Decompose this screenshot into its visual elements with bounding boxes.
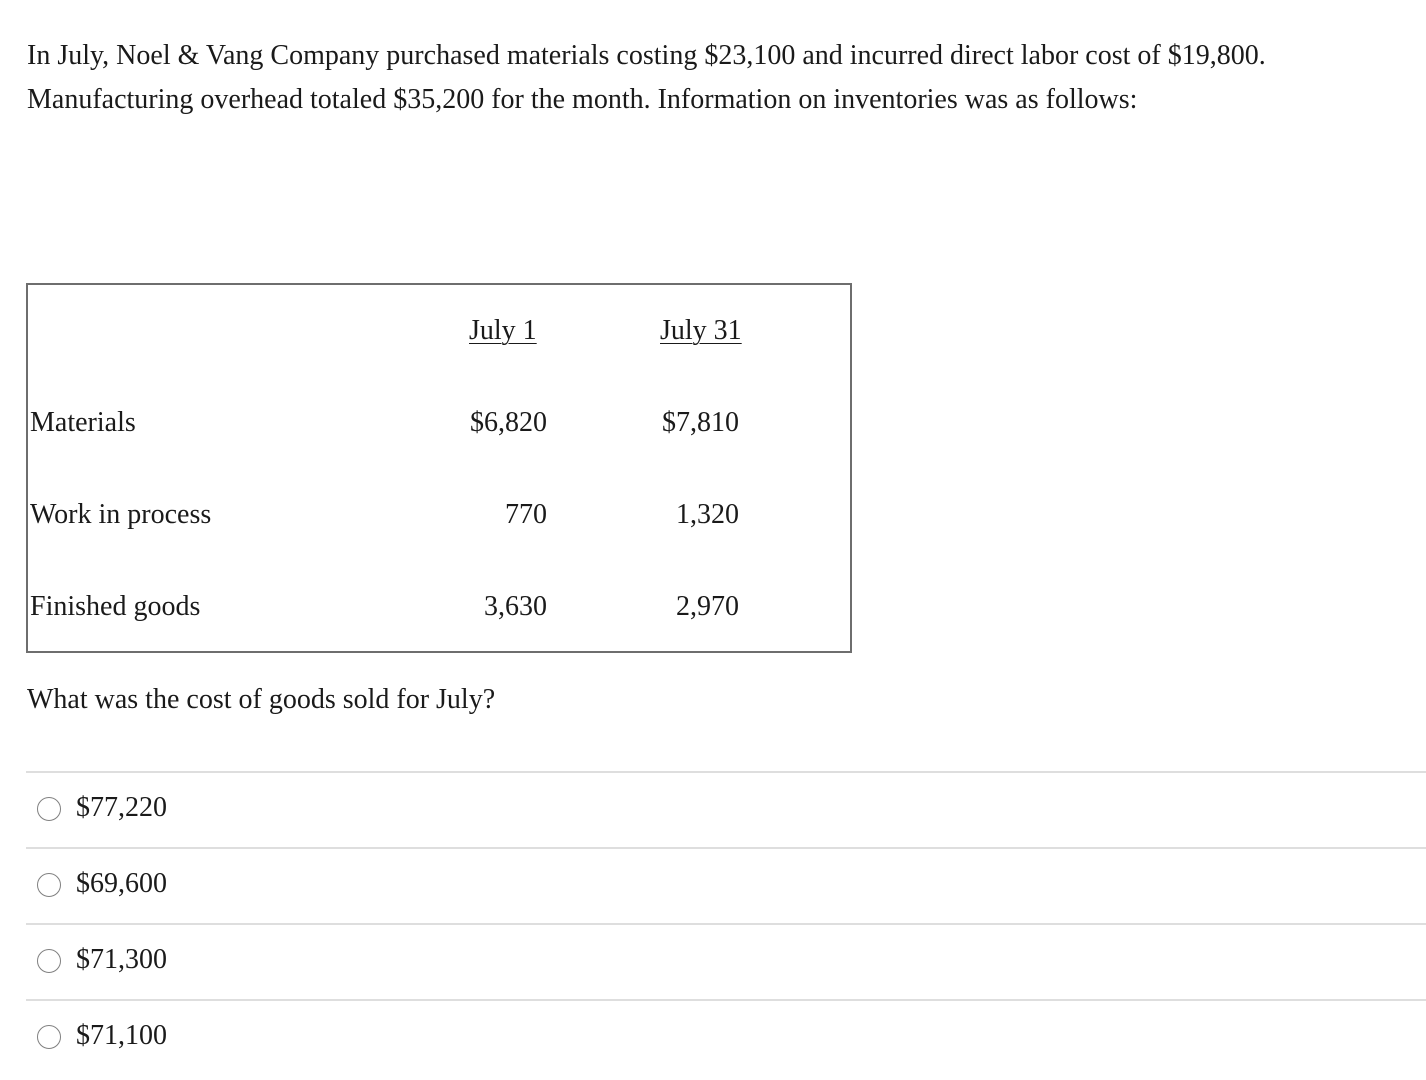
question-line-2: Manufacturing overhead totaled $35,200 for the month. Information on inventories was as follows: xyxy=(27,84,1138,115)
row-label-finished-goods: Finished goods xyxy=(30,591,201,622)
cell-work-in-process-july-31: 1,320 xyxy=(676,499,739,530)
cell-materials-july-1: $6,820 xyxy=(470,407,547,438)
answer-choice[interactable] xyxy=(26,999,1426,1076)
cell-work-in-process-july-1: 770 xyxy=(505,499,547,530)
answer-choice[interactable] xyxy=(26,847,1426,923)
row-label-materials: Materials xyxy=(30,407,136,438)
answer-choice-label: $71,300 xyxy=(76,944,167,975)
answer-choice-label: $71,100 xyxy=(76,1020,167,1051)
radio-button[interactable] xyxy=(37,797,61,821)
question-prompt: What was the cost of goods sold for July? xyxy=(27,684,496,715)
inventory-table xyxy=(26,283,852,653)
row-label-work-in-process: Work in process xyxy=(30,499,212,530)
radio-button[interactable] xyxy=(37,1025,61,1049)
radio-button[interactable] xyxy=(37,873,61,897)
question-line-1: In July, Noel & Vang Company purchased materials costing $23,100 and incurred direct labor cost of $19,800. xyxy=(27,40,1266,71)
cell-materials-july-31: $7,810 xyxy=(662,407,739,438)
radio-button[interactable] xyxy=(37,949,61,973)
column-header-july-1: July 1 xyxy=(469,315,537,346)
cell-finished-goods-july-31: 2,970 xyxy=(676,591,739,622)
answer-choice[interactable] xyxy=(26,771,1426,847)
question-text xyxy=(27,34,1407,122)
cell-finished-goods-july-1: 3,630 xyxy=(484,591,547,622)
answer-choice-label: $77,220 xyxy=(76,792,167,823)
answer-choices xyxy=(26,771,1426,1076)
answer-choice-label: $69,600 xyxy=(76,868,167,899)
answer-choice[interactable] xyxy=(26,923,1426,999)
column-header-july-31: July 31 xyxy=(660,315,742,346)
